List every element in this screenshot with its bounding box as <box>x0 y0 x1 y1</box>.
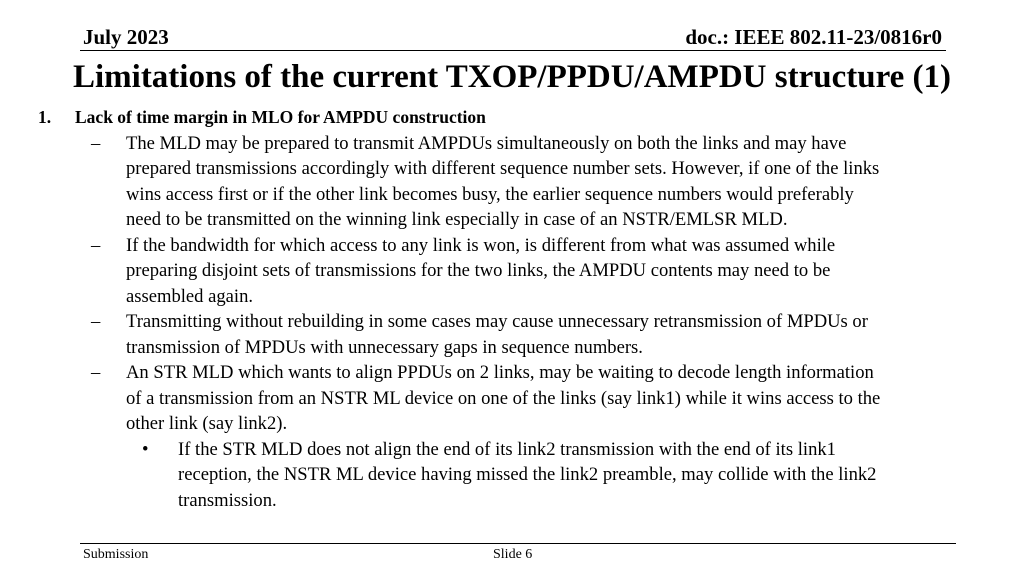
text-line: wins access first or if the other link becomes busy, the earlier sequence numbers would preferably <box>126 183 854 205</box>
sub-item <box>0 233 1024 310</box>
text-line: If the bandwidth for which access to any link is won, is different from what was assumed while <box>126 234 836 256</box>
text-line: Transmitting without rebuilding in some cases may cause unnecessary retransmission of MPDUs or <box>126 311 868 332</box>
header-doc-id: doc.: IEEE 802.11-23/0816r0 <box>685 25 942 49</box>
text-line: preparing disjoint sets of transmissions for the two links, the AMPDU contents may need to be <box>126 260 831 281</box>
footer-divider <box>80 543 956 544</box>
sub-item <box>0 360 1024 437</box>
header-date: July 2023 <box>83 25 169 49</box>
dash-marker: – <box>91 311 101 332</box>
dash-marker: – <box>91 234 101 256</box>
text-line: prepared transmissions accordingly with different sequence number sets. However, if one of the links <box>126 158 880 179</box>
item-number: 1. <box>38 107 52 127</box>
text-line: If the STR MLD does not align the end of its link2 transmission with the end of its link1 <box>178 438 836 460</box>
text-line: assembled again. <box>126 285 254 307</box>
dash-marker: – <box>91 132 101 154</box>
bullet-item <box>0 437 1024 514</box>
sub-item <box>0 131 1024 233</box>
text-line: other link (say link2). <box>126 413 288 434</box>
text-line: An STR MLD which wants to align PPDUs on 2 links, may be waiting to decode length information <box>126 362 874 383</box>
header-divider <box>80 50 946 51</box>
list-item <box>0 105 1024 131</box>
dash-marker: – <box>91 362 101 383</box>
text-line: of a transmission from an NSTR ML device on one of the links (say link1) while it wins access to the <box>126 387 881 409</box>
slide-body <box>0 105 1024 513</box>
item-heading: Lack of time margin in MLO for AMPDU construction <box>75 107 486 127</box>
footer-submission: Submission <box>83 547 149 562</box>
footer-slide-number: Slide 6 <box>493 547 533 562</box>
bullet-marker: • <box>142 438 149 460</box>
sub-item <box>0 309 1024 360</box>
text-line: The MLD may be prepared to transmit AMPDUs simultaneously on both the links and may have <box>126 132 847 154</box>
text-line: need to be transmitted on the winning link especially in case of an NSTR/EMLSR MLD. <box>126 209 788 230</box>
slide-title: Limitations of the current TXOP/PPDU/AMPDU structure (1) <box>72 59 952 95</box>
text-line: reception, the NSTR ML device having missed the link2 preamble, may collide with the link2 <box>178 464 877 485</box>
text-line: transmission. <box>178 489 277 511</box>
text-line: transmission of MPDUs with unnecessary gaps in sequence numbers. <box>126 336 643 358</box>
